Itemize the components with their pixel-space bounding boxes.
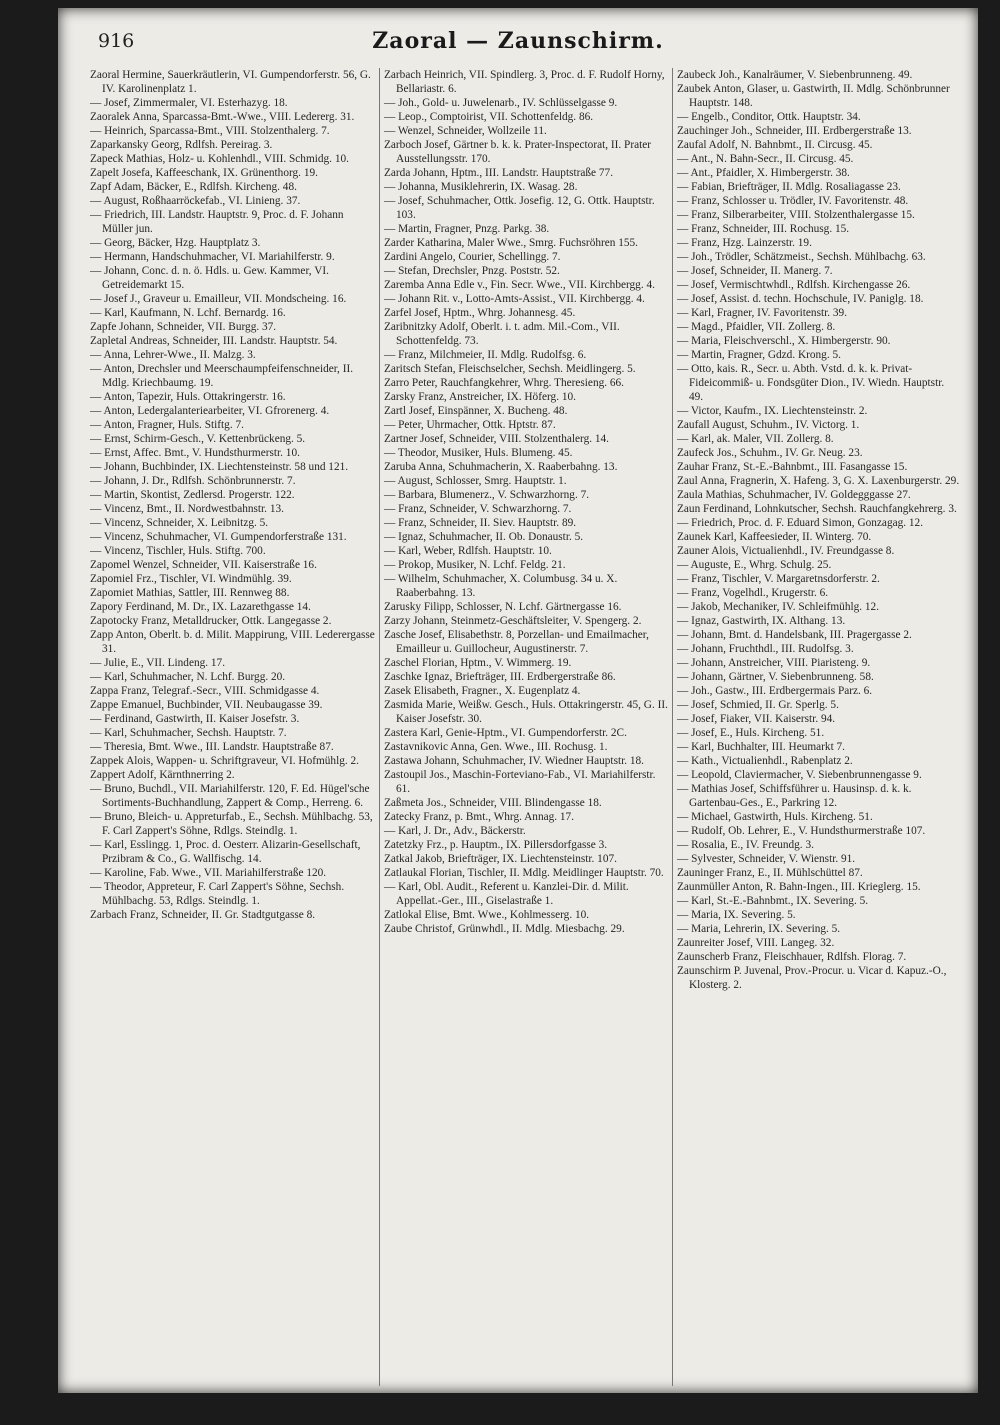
directory-entry: — Kath., Victualienhdl., Rabenplatz 2. xyxy=(677,755,853,767)
directory-entry: Zaunmüller Anton, R. Bahn-Ingen., III. Krieglerg. 15. xyxy=(677,881,921,893)
directory-entry: — Josef J., Graveur u. Emailleur, VII. Mondscheing. 16. xyxy=(90,293,347,305)
directory-entry: Zaunschirm P. Juvenal, Prov.-Procur. u. Vicar d. Kapuz.-O., Klosterg. 2. xyxy=(677,965,947,991)
directory-entry: Zaunscherb Franz, Fleischhauer, Rdlfsh. Florag. 7. xyxy=(677,951,907,963)
directory-entry: — Magd., Pfaidler, VII. Zollerg. 8. xyxy=(677,321,836,333)
directory-entry: Zaula Mathias, Schuhmacher, IV. Goldegggasse 27. xyxy=(677,489,911,501)
directory-entry: — Franz, Schneider, III. Rochusg. 15. xyxy=(677,223,850,235)
directory-entry: — Ignaz, Schuhmacher, II. Ob. Donaustr. 5. xyxy=(384,531,584,543)
directory-entry: Zapomel Wenzel, Schneider, VII. Kaiserstraße 16. xyxy=(90,559,317,571)
directory-entry: — Hermann, Handschuhmacher, VI. Mariahilferstr. 9. xyxy=(90,251,335,263)
column-1 xyxy=(86,68,379,1386)
directory-entry: — Friedrich, Proc. d. F. Eduard Simon, Gonzagag. 12. xyxy=(677,517,924,529)
directory-entry: — Vincenz, Schuhmacher, VI. Gumpendorferstraße 131. xyxy=(90,531,347,543)
directory-entry: — Engelb., Conditor, Ottk. Hauptstr. 34. xyxy=(677,111,861,123)
directory-entry: — Franz, Hzg. Lainzerstr. 19. xyxy=(677,237,812,249)
directory-entry: — Ant., Pfaidler, X. Himbergerstr. 38. xyxy=(677,167,850,179)
directory-entry: Zaufal Adolf, N. Bahnbmt., II. Circusg. 45. xyxy=(677,139,873,151)
directory-entry: Zapeck Mathias, Holz- u. Kohlenhdl., VIII. Schmidg. 10. xyxy=(90,153,349,165)
directory-entry: — Josef, Zimmermaler, VI. Esterhazyg. 18. xyxy=(90,97,288,109)
directory-entry: — Michael, Gastwirth, Huls. Kircheng. 51. xyxy=(677,811,873,823)
directory-entry: Zapp Anton, Oberlt. b. d. Milit. Mappirung, VIII. Lederergasse 31. xyxy=(90,629,375,655)
directory-entry: — Friedrich, III. Landstr. Hauptstr. 9, Proc. d. F. Johann Müller jun. xyxy=(90,209,344,235)
directory-entry: — Fabian, Briefträger, II. Mdlg. Rosaliagasse 23. xyxy=(677,181,901,193)
directory-entry: Zastoupil Jos., Maschin-Forteviano-Fab., VI. Mariahilferstr. 61. xyxy=(384,769,656,795)
directory-entry: — Franz, Vogelhdl., Krugerstr. 6. xyxy=(677,587,829,599)
directory-entry: Zappa Franz, Telegraf.-Secr., VIII. Schmidgasse 4. xyxy=(90,685,320,697)
directory-entry: — Mathias Josef, Schiffsführer u. Hausinsp. d. k. k. Gartenbau-Ges., E., Parkring 12. xyxy=(677,783,912,809)
directory-columns xyxy=(86,68,966,1386)
directory-entry: — Johann Rit. v., Lotto-Amts-Assist., VII. Kirchbergg. 4. xyxy=(384,293,645,305)
directory-entry: Zauner Alois, Victualienhdl., IV. Freundgasse 8. xyxy=(677,545,895,557)
directory-entry: — Ignaz, Gastwirth, IX. Althang. 13. xyxy=(677,615,846,627)
directory-entry: Zaufall August, Schuhm., IV. Victorg. 1. xyxy=(677,419,860,431)
directory-entry: Zappe Emanuel, Buchbinder, VII. Neubaugasse 39. xyxy=(90,699,323,711)
directory-entry: Zaoral Hermine, Sauerkräutlerin, VI. Gumpendorferstr. 56, G. IV. Karolinenplatz 1. xyxy=(90,69,371,95)
directory-entry: — Josef, Assist. d. techn. Hochschule, IV. Paniglg. 18. xyxy=(677,293,924,305)
directory-entry: — Anton, Fragner, Huls. Stiftg. 7. xyxy=(90,419,244,431)
directory-entry: — Otto, kais. R., Secr. u. Abth. Vstd. d. k. k. Privat-Fideicommiß- u. Fondsgüter Dion., IV. Wiedn. Hauptstr. 49. xyxy=(677,363,945,403)
directory-entry: Zaubeck Joh., Kanalräumer, V. Siebenbrunneng. 49. xyxy=(677,69,913,81)
directory-entry: — Julie, E., VII. Lindeng. 17. xyxy=(90,657,226,669)
directory-entry: Zaoralek Anna, Sparcassa-Bmt.-Wwe., VIII. Ledererg. 31. xyxy=(90,111,355,123)
directory-entry: Zaube Christof, Grünwhdl., II. Mdlg. Miesbachg. 29. xyxy=(384,923,625,935)
directory-entry: — Johann, Fruchthdl., III. Rudolfsg. 3. xyxy=(677,643,854,655)
directory-entry: Zapfe Johann, Schneider, VII. Burgg. 37. xyxy=(90,321,277,333)
directory-entry: — Stefan, Drechsler, Pnzg. Poststr. 52. xyxy=(384,265,560,277)
directory-entry: — August, Schlosser, Smrg. Hauptstr. 1. xyxy=(384,475,567,487)
page-number: 916 xyxy=(98,30,135,52)
directory-entry: — Bruno, Bleich- u. Appreturfab., E., Sechsh. Mühlbachg. 53, F. Carl Zappert's Söhne, Rdlgs. Steindlg. 1. xyxy=(90,811,373,837)
directory-entry: — Joh., Gastw., III. Erdbergermais Parz. 6. xyxy=(677,685,873,697)
directory-entry: — Ant., N. Bahn-Secr., II. Circusg. 45. xyxy=(677,153,854,165)
directory-entry: Zarzy Johann, Steinmetz-Geschäftsleiter, V. Spengerg. 2. xyxy=(384,615,642,627)
directory-entry: — Wilhelm, Schuhmacher, X. Columbusg. 34 u. X. Raaberbahng. 13. xyxy=(384,573,618,599)
directory-entry: — Karl, Weber, Rdlfsh. Hauptstr. 10. xyxy=(384,545,552,557)
directory-entry: Zapletal Andreas, Schneider, III. Landstr. Hauptstr. 54. xyxy=(90,335,338,347)
directory-entry: — Auguste, E., Whrg. Schulg. 25. xyxy=(677,559,832,571)
directory-entry: — Anna, Lehrer-Wwe., II. Malzg. 3. xyxy=(90,349,256,361)
directory-entry: Zarda Johann, Hptm., III. Landstr. Hauptstraße 77. xyxy=(384,167,614,179)
directory-entry: Zaunreiter Josef, VIII. Langeg. 32. xyxy=(677,937,835,949)
directory-entry: — Franz, Schneider, II. Siev. Hauptstr. 89. xyxy=(384,517,577,529)
directory-entry: Zaubek Anton, Glaser, u. Gastwirth, II. Mdlg. Schönbrunner Hauptstr. 148. xyxy=(677,83,950,109)
directory-entry: — Karl, Esslingg. 1, Proc. d. Oesterr. Alizarin-Gesellschaft, Przibram & Co., G. Wallfischg. 14. xyxy=(90,839,361,865)
directory-entry: — Theodor, Musiker, Huls. Blumeng. 45. xyxy=(384,447,573,459)
directory-entry: — Karl, Buchhalter, III. Heumarkt 7. xyxy=(677,741,846,753)
directory-entry: Zarsky Franz, Anstreicher, IX. Höferg. 10. xyxy=(384,391,576,403)
directory-entry: Zastavnikovic Anna, Gen. Wwe., III. Rochusg. 1. xyxy=(384,741,608,753)
directory-entry: — Martin, Fragner, Gdzd. Krong. 5. xyxy=(677,349,841,361)
directory-entry: Zarusky Filipp, Schlosser, N. Lchf. Gärtnergasse 16. xyxy=(384,601,622,613)
directory-entry: — Josef, Schneider, II. Manerg. 7. xyxy=(677,265,833,277)
directory-entry: — Johann, Conc. d. n. ö. Hdls. u. Gew. Kammer, VI. Getreidemarkt 15. xyxy=(90,265,329,291)
directory-entry: Zatkal Jakob, Briefträger, IX. Liechtensteinstr. 107. xyxy=(384,853,617,865)
directory-entry: Zaruba Anna, Schuhmacherin, X. Raaberbahng. 13. xyxy=(384,461,618,473)
directory-entry: Zaßmeta Jos., Schneider, VIII. Blindengasse 18. xyxy=(384,797,602,809)
directory-entry: Zastera Karl, Genie-Hptm., VI. Gumpendorferstr. 2C. xyxy=(384,727,627,739)
directory-entry: — Martin, Fragner, Pnzg. Parkg. 38. xyxy=(384,223,550,235)
directory-entry: Zapelt Josefa, Kaffeeschank, IX. Grünenthorg. 19. xyxy=(90,167,318,179)
directory-entry: — Karl, Fragner, IV. Favoritenstr. 39. xyxy=(677,307,848,319)
directory-entry: Zaufeck Jos., Schuhm., IV. Gr. Neug. 23. xyxy=(677,447,863,459)
directory-entry: Zaunek Karl, Kaffeesieder, II. Winterg. 70. xyxy=(677,531,872,543)
directory-entry: Zarbach Heinrich, VII. Spindlerg. 3, Proc. d. F. Rudolf Horny, Bellariastr. 6. xyxy=(384,69,665,95)
directory-entry: Zaremba Anna Edle v., Fin. Secr. Wwe., VII. Kirchbergg. 4. xyxy=(384,279,655,291)
directory-entry: — Johann, Gärtner, V. Siebenbrunneng. 58. xyxy=(677,671,874,683)
directory-entry: — Leopold, Claviermacher, V. Siebenbrunnengasse 9. xyxy=(677,769,922,781)
directory-entry: Zatlaukal Florian, Tischler, II. Mdlg. Meidlinger Hauptstr. 70. xyxy=(384,867,664,879)
directory-entry: — Ferdinand, Gastwirth, II. Kaiser Josefstr. 3. xyxy=(90,713,300,725)
directory-entry: Zaritsch Stefan, Fleischselcher, Sechsh. Meidlingerg. 5. xyxy=(384,363,636,375)
column-2 xyxy=(379,68,672,1386)
directory-entry: Zartl Josef, Einspänner, X. Bucheng. 48. xyxy=(384,405,568,417)
directory-entry: Zaun Ferdinand, Lohnkutscher, Sechsh. Rauchfangkehrerg. 3. xyxy=(677,503,957,515)
directory-entry: — Prokop, Musiker, N. Lchf. Feldg. 21. xyxy=(384,559,566,571)
directory-entry: Zauninger Franz, E., II. Mühlschüttel 87. xyxy=(677,867,863,879)
directory-entry: Zaschel Florian, Hptm., V. Wimmerg. 19. xyxy=(384,657,572,669)
directory-entry: — Rudolf, Ob. Lehrer, E., V. Hundsthurmerstraße 107. xyxy=(677,825,926,837)
directory-entry: Zauchinger Joh., Schneider, III. Erdbergerstraße 13. xyxy=(677,125,912,137)
directory-entry: Zappek Alois, Wappen- u. Schriftgraveur, VI. Hofmühlg. 2. xyxy=(90,755,359,767)
directory-entry: — Barbara, Blumenerz., V. Schwarzhorng. 7. xyxy=(384,489,590,501)
directory-entry: Zasche Josef, Elisabethstr. 8, Porzellan- und Emailmacher, Emailleur u. Guillocheur, Augustinerstr. 7. xyxy=(384,629,649,655)
directory-entry: — Sylvester, Schneider, V. Wienstr. 91. xyxy=(677,853,856,865)
directory-entry: Zaul Anna, Fragnerin, X. Hafeng. 3, G. X. Laxenburgerstr. 29. xyxy=(677,475,960,487)
directory-entry: — Franz, Tischler, V. Margaretnsdorferstr. 2. xyxy=(677,573,880,585)
directory-entry: — Heinrich, Sparcassa-Bmt., VIII. Stolzenthalerg. 7. xyxy=(90,125,330,137)
directory-entry: — Vincenz, Tischler, Huls. Stiftg. 700. xyxy=(90,545,266,557)
directory-entry: — August, Roßhaarröckefab., VI. Linieng. 37. xyxy=(90,195,301,207)
directory-entry: — Karl, Schuhmacher, Sechsh. Hauptstr. 7. xyxy=(90,727,287,739)
directory-entry: — Anton, Tapezir, Huls. Ottakringerstr. 16. xyxy=(90,391,286,403)
directory-entry: Zarder Katharina, Maler Wwe., Smrg. Fuchsröhren 155. xyxy=(384,237,639,249)
directory-page xyxy=(58,8,978,1393)
directory-entry: Zapotocky Franz, Metalldrucker, Ottk. Langegasse 2. xyxy=(90,615,332,627)
directory-entry: — Jakob, Mechaniker, IV. Schleifmühlg. 12. xyxy=(677,601,880,613)
directory-entry: — Maria, Lehrerin, IX. Severing. 5. xyxy=(677,923,841,935)
directory-entry: — Franz, Schneider, V. Schwarzhorng. 7. xyxy=(384,503,572,515)
directory-entry: — Anton, Ledergalanteriearbeiter, VI. Gfrorenerg. 4. xyxy=(90,405,330,417)
page-title: Zaoral — Zaunschirm. xyxy=(372,28,664,54)
directory-entry: — Ernst, Affec. Bmt., V. Hundsthurmerstr. 10. xyxy=(90,447,300,459)
directory-entry: Zapf Adam, Bäcker, E., Rdlfsh. Kircheng. 48. xyxy=(90,181,297,193)
directory-entry: — Josef, E., Huls. Kircheng. 51. xyxy=(677,727,825,739)
directory-entry: — Karoline, Fab. Wwe., VII. Mariahilferstraße 120. xyxy=(90,867,327,879)
directory-entry: — Karl, Obl. Audit., Referent u. Kanzlei-Dir. d. Milit. Appellat.-Ger., III., Giselastraße 1. xyxy=(384,881,629,907)
directory-entry: Zappert Adolf, Kärnthnerring 2. xyxy=(90,769,235,781)
directory-entry: — Johanna, Musiklehrerin, IX. Wasag. 28. xyxy=(384,181,578,193)
directory-entry: Zapomiet Mathias, Sattler, III. Rennweg 88. xyxy=(90,587,290,599)
directory-entry: — Wenzel, Schneider, Wollzeile 11. xyxy=(384,125,547,137)
directory-entry: — Johann, Anstreicher, VIII. Piaristeng. 9. xyxy=(677,657,871,669)
directory-entry: Zartner Josef, Schneider, VIII. Stolzenthalerg. 14. xyxy=(384,433,609,445)
directory-entry: — Georg, Bäcker, Hzg. Hauptplatz 3. xyxy=(90,237,261,249)
directory-entry: Zaribnitzky Adolf, Oberlt. i. t. adm. Mil.-Com., VII. Schottenfeldg. 73. xyxy=(384,321,620,347)
directory-entry: — Rosalia, E., IV. Freundg. 3. xyxy=(677,839,814,851)
directory-entry: Zarboch Josef, Gärtner b. k. k. Prater-Inspectorat, II. Prater Ausstellungsstr. 170. xyxy=(384,139,652,165)
directory-entry: Zaparkansky Georg, Rdlfsh. Pereirag. 3. xyxy=(90,139,273,151)
directory-entry: Zatetzky Frz., p. Hauptm., IX. Pillersdorfgasse 3. xyxy=(384,839,608,851)
directory-entry: — Maria, Fleischverschl., X. Himbergerstr. 90. xyxy=(677,335,891,347)
directory-entry: — Maria, IX. Severing. 5. xyxy=(677,909,796,921)
directory-entry: — Josef, Schmied, II. Gr. Sperlg. 5. xyxy=(677,699,839,711)
directory-entry: Zarro Peter, Rauchfangkehrer, Whrg. Theresieng. 66. xyxy=(384,377,625,389)
directory-entry: — Vincenz, Bmt., II. Nordwestbahnstr. 13. xyxy=(90,503,284,515)
directory-entry: — Karl, Kaufmann, N. Lchf. Bernardg. 16. xyxy=(90,307,286,319)
directory-entry: — Anton, Drechsler und Meerschaumpfeifenschneider, II. Mdlg. Kriechbaumg. 19. xyxy=(90,363,354,389)
directory-entry: — Joh., Gold- u. Juwelenarb., IV. Schlüsselgasse 9. xyxy=(384,97,618,109)
directory-entry: — Martin, Skontist, Zedlersd. Progerstr. 122. xyxy=(90,489,295,501)
directory-entry: — Josef, Fiaker, VII. Kaiserstr. 94. xyxy=(677,713,836,725)
directory-entry: — Theresia, Bmt. Wwe., III. Landstr. Hauptstraße 87. xyxy=(90,741,334,753)
directory-entry: Zastawa Johann, Schuhmacher, IV. Wiedner Hauptstr. 18. xyxy=(384,755,645,767)
directory-entry: — Theodor, Appreteur, F. Carl Zappert's Söhne, Sechsh. Mühlbachg. 53, Rdlgs. Steindlg. 1. xyxy=(90,881,345,907)
directory-entry: — Franz, Silberarbeiter, VIII. Stolzenthalergasse 15. xyxy=(677,209,915,221)
directory-entry: Zapomiel Frz., Tischler, VI. Windmühlg. 39. xyxy=(90,573,292,585)
directory-entry: — Vincenz, Schneider, X. Leibnitzg. 5. xyxy=(90,517,269,529)
directory-entry: — Josef, Vermischtwhdl., Rdlfsh. Kirchengasse 26. xyxy=(677,279,911,291)
directory-entry: — Franz, Milchmeier, II. Mdlg. Rudolfsg. 6. xyxy=(384,349,587,361)
directory-entry: — Johann, Buchbinder, IX. Liechtensteinstr. 58 und 121. xyxy=(90,461,349,473)
directory-entry: Zaschke Ignaz, Briefträger, III. Erdbergerstraße 86. xyxy=(384,671,616,683)
directory-entry: — Karl, Schuhmacher, N. Lchf. Burgg. 20. xyxy=(90,671,286,683)
directory-entry: — Josef, Schuhmacher, Ottk. Josefig. 12, G. Ottk. Hauptstr. 103. xyxy=(384,195,655,221)
directory-entry: Zasek Elisabeth, Fragner., X. Eugenplatz 4. xyxy=(384,685,581,697)
directory-entry: — Karl, ak. Maler, VII. Zollerg. 8. xyxy=(677,433,834,445)
directory-entry: — Joh., Trödler, Schätzmeist., Sechsh. Mühlbachg. 63. xyxy=(677,251,926,263)
directory-entry: — Johann, Bmt. d. Handelsbank, III. Pragergasse 2. xyxy=(677,629,912,641)
directory-entry: — Johann, J. Dr., Rdlfsh. Schönbrunnerstr. 7. xyxy=(90,475,296,487)
directory-entry: — Victor, Kaufm., IX. Liechtensteinstr. 2. xyxy=(677,405,868,417)
directory-entry: Zardini Angelo, Courier, Schellingg. 7. xyxy=(384,251,561,263)
directory-entry: — Bruno, Buchdl., VII. Mariahilferstr. 120, F. Ed. Hügel'sche Sortiments-Buchhandlung, Zappert & Comp., Herreng. 6. xyxy=(90,783,370,809)
directory-entry: — Karl, J. Dr., Adv., Bäckerstr. xyxy=(384,825,526,837)
directory-entry: Zauhar Franz, St.-E.-Bahnbmt., III. Fasangasse 15. xyxy=(677,461,908,473)
directory-entry: — Leop., Comptoirist, VII. Schottenfeldg. 86. xyxy=(384,111,594,123)
directory-entry: Zapory Ferdinand, M. Dr., IX. Lazarethgasse 14. xyxy=(90,601,311,613)
directory-entry: Zasmida Marie, Weißw. Gesch., Huls. Ottakringerstr. 45, G. II. Kaiser Josefstr. 30. xyxy=(384,699,668,725)
directory-entry: — Ernst, Schirm-Gesch., V. Kettenbrückeng. 5. xyxy=(90,433,306,445)
directory-entry: Zarbach Franz, Schneider, II. Gr. Stadtgutgasse 8. xyxy=(90,909,316,921)
directory-entry: — Franz, Schlosser u. Trödler, IV. Favoritenstr. 48. xyxy=(677,195,909,207)
column-3 xyxy=(672,68,965,1386)
directory-entry: Zatecky Franz, p. Bmt., Whrg. Annag. 17. xyxy=(384,811,575,823)
directory-entry: Zatlokal Elise, Bmt. Wwe., Kohlmesserg. 10. xyxy=(384,909,590,921)
directory-entry: — Peter, Uhrmacher, Ottk. Hptstr. 87. xyxy=(384,419,556,431)
directory-entry: Zarfel Josef, Hptm., Whrg. Johannesg. 45. xyxy=(384,307,576,319)
directory-entry: — Karl, St.-E.-Bahnbmt., IX. Severing. 5. xyxy=(677,895,869,907)
